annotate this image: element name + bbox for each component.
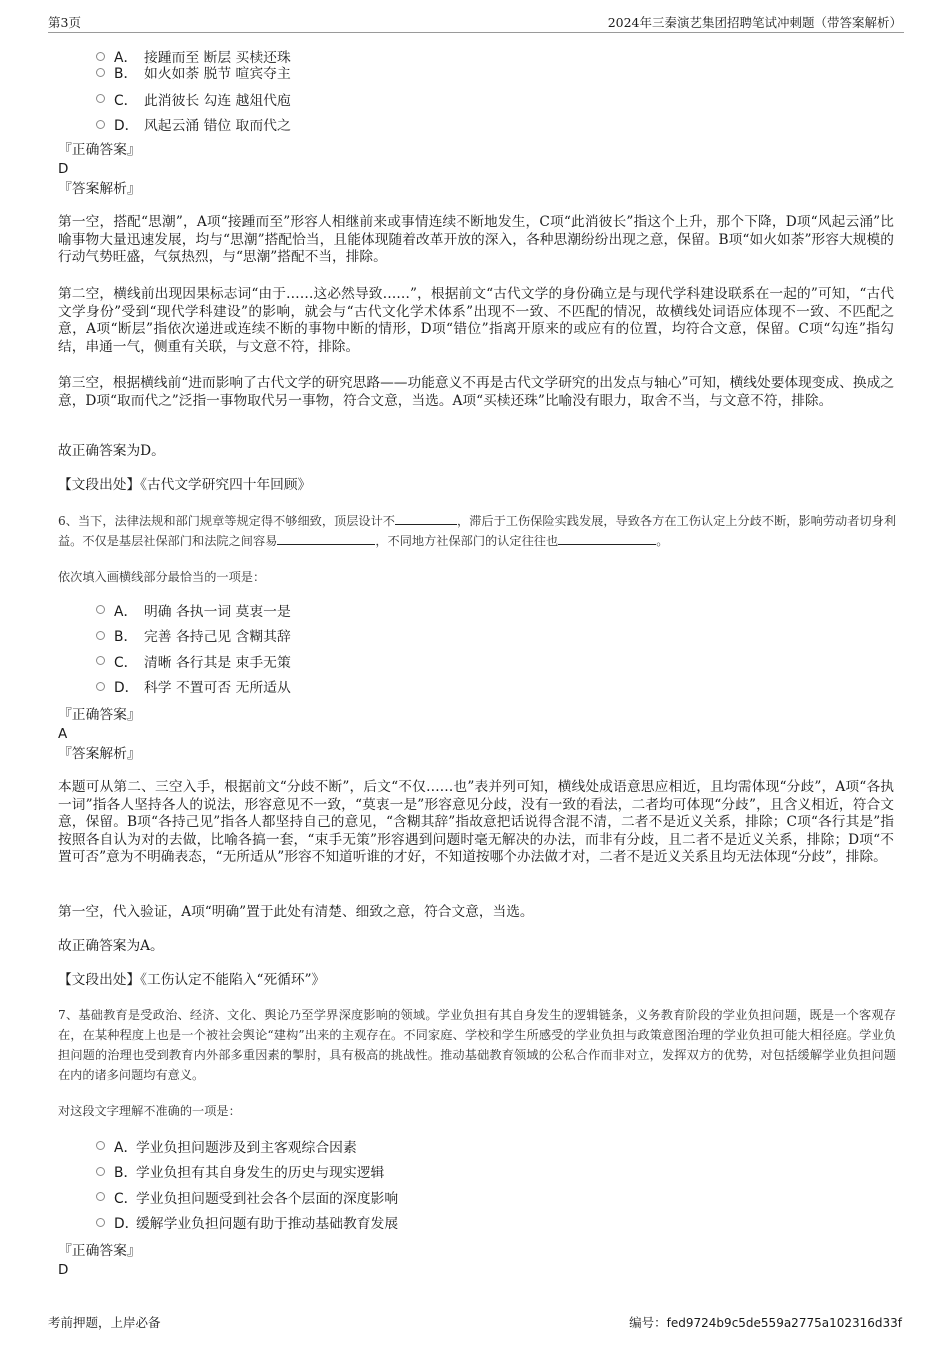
q7-answer: D <box>58 1262 69 1278</box>
q6-option-b[interactable]: B． 完善 各持己见 含糊其辞 <box>96 623 291 649</box>
q5-conclusion: 故正确答案为D。 <box>58 443 165 459</box>
q5-option-c[interactable]: C． 此消彼长 勾连 越俎代庖 <box>96 86 291 112</box>
q6-option-c[interactable]: C． 清晰 各行其是 束手无策 <box>96 648 291 674</box>
q7-option-c[interactable]: C． 学业负担问题受到社会各个层面的深度影响 <box>96 1184 398 1210</box>
blank-2 <box>277 532 375 545</box>
q7-stem: 7、基础教育是受政治、经济、文化、舆论乃至学界深度影响的领域。学业负担有其自身发生的逻辑链条，义务教育阶段的学业负担问题，既是一个客观存在，在某种程度上也是一个被社会舆论“建构”出来的主观存在。不同家庭、学校和学生所感受的学业负担与政策意图治理的学业负担可能大相径庭。学业负担问题的治理也受到教育内外部多重因素的掣肘，具有极高的挑战性。推动基础教育领域的公私合作而非对立，发挥双方的优势，对包括缓解学业负担问题在内的诸多问题均有意义。 <box>58 1008 896 1082</box>
q5-analysis-p1: 第一空，搭配“思潮”，A项“接踵而至”形容人相继前来或事情连续不断地发生，C项“此消彼长”指这个上升，那个下降，D项“风起云涌”比喻事物大量迅速发展，均与“思潮”搭配恰当，且能体现随着改革开放的深入，各种思潮纷纷出现之意，保留。B项“如火如荼”形容大规模的行动气势旺盛，气氛热烈，与“思潮”搭配不当，排除。 <box>58 214 894 265</box>
q6-options <box>96 597 291 699</box>
header-divider <box>48 32 904 33</box>
q7-option-d[interactable]: D． 缓解学业负担问题有助于推动基础教育发展 <box>96 1210 398 1236</box>
q5-analysis-p3: 第三空，根据横线前“进而影响了古代文学的研究思路——功能意义不再是古代文学研究的出发点与轴心”可知，横线处要体现变成、换成之意，D项“取而代之”泛指一事物取代另一事物，符合文意，当选。A项“买椟还珠”比喻没有眼力，取舍不当，与文意不符，排除。 <box>58 375 894 409</box>
q5-analysis-p2: 第二空，横线前出现因果标志词“由于……这必然导致……”，根据前文“古代文学的身份确立是与现代学科建设联系在一起的”可知，“古代文学身份”受到“现代学科建设”的影响，就会与“古代文化学术体系”出现不一致、不匹配的情况，故横线处词语应体现不一致、不匹配之意，A项“断层”指依次递进或连续不断的事物中断的情形，D项“错位”指离开原来的或应有的位置，均符合文意，保留。C项“勾连”指勾结，串通一气，侧重有关联，与文意不符，排除。 <box>58 286 894 355</box>
q5-option-d[interactable]: D． 风起云涌 错位 取而代之 <box>96 112 291 138</box>
q6-conclusion: 故正确答案为A。 <box>58 938 164 954</box>
q6-analysis-p2: 第一空，代入验证，A项“明确”置于此处有清楚、细致之意，符合文意，当选。 <box>58 904 534 920</box>
radio-icon[interactable] <box>96 1141 105 1150</box>
q6-option-d[interactable]: D． 科学 不置可否 无所适从 <box>96 674 291 700</box>
radio-icon[interactable] <box>96 94 105 103</box>
q5-option-a[interactable]: A． 接踵而至 断层 买椟还珠 <box>96 47 291 65</box>
radio-icon[interactable] <box>96 52 105 61</box>
q7-option-b[interactable]: B． 学业负担有其自身发生的历史与现实逻辑 <box>96 1159 398 1185</box>
q6-stem: 6、当下，法律法规和部门规章等规定得不够细致，顶层设计不 ，滞后于工伤保险实践发展，导致各方在工伤认定上分歧不断，影响劳动者切身利益。不仅是基层社保部门和法院之间容易 ，不同地方社保部门的认定往往也 。 <box>58 514 897 548</box>
q5-answer: D <box>58 161 69 177</box>
q5-analysis-label: 『答案解析』 <box>58 181 141 197</box>
radio-icon[interactable] <box>96 68 105 77</box>
q5-options <box>96 47 291 137</box>
page-number: 第3页 <box>48 15 81 30</box>
q7-answer-label: 『正确答案』 <box>58 1243 141 1259</box>
radio-icon[interactable] <box>96 1218 105 1227</box>
document-title: 2024年三秦演艺集团招聘笔试冲刺题（带答案解析） <box>607 15 902 30</box>
q6-option-a[interactable]: A． 明确 各执一词 莫衷一是 <box>96 597 291 623</box>
blank-1 <box>395 512 457 525</box>
q7-instruction: 对这段文字理解不准确的一项是： <box>58 1104 241 1118</box>
q6-source: 【文段出处】《工伤认定不能陷入“死循环”》 <box>58 972 326 988</box>
q7-options <box>96 1133 398 1235</box>
q6-analysis-label: 『答案解析』 <box>58 746 141 762</box>
q6-answer-label: 『正确答案』 <box>58 707 141 723</box>
footer-slogan: 考前押题，上岸必备 <box>48 1315 161 1330</box>
q7-option-a[interactable]: A． 学业负担问题涉及到主客观综合因素 <box>96 1133 398 1159</box>
document-code: 编号：fed9724b9c5de559a2775a102316d33f <box>629 1315 902 1330</box>
radio-icon[interactable] <box>96 656 105 665</box>
radio-icon[interactable] <box>96 1167 105 1176</box>
q6-analysis-p1: 本题可从第二、三空入手，根据前文“分歧不断”，后文“不仅……也”表并列可知，横线处成语意思应相近，且均需体现“分歧”，A项“各执一词”指各人坚持各人的说法，形容意见不一致，“莫衷一是”形容意见分歧，没有一致的看法，二者均可体现“分歧”，且含义相近，符合文意，保留。B项“各持己见”指各人都坚持自己的意见，“含糊其辞”指故意把话说得含混不清，二者不是近义关系，排除；C项“各行其是”指按照各自认为对的去做，比喻各搞一套，“束手无策”形容遇到问题时毫无解决的办法，而非有分歧，且二者不是近义关系，排除；D项“不置可否”意为不明确表态，“无所适从”形容不知道听谁的才好，不知道按哪个办法做才对，二者不是近义关系且均无法体现“分歧”，排除。 <box>58 779 894 865</box>
page-header <box>48 13 902 33</box>
blank-3 <box>558 532 656 545</box>
radio-icon[interactable] <box>96 682 105 691</box>
radio-icon[interactable] <box>96 120 105 129</box>
q5-option-b[interactable]: B． 如火如荼 脱节 喧宾夺主 <box>96 65 291 79</box>
radio-icon[interactable] <box>96 605 105 614</box>
q6-answer: A <box>58 726 68 742</box>
radio-icon[interactable] <box>96 1192 105 1201</box>
q5-answer-label: 『正确答案』 <box>58 142 141 158</box>
q5-source: 【文段出处】《古代文学研究四十年回顾》 <box>58 477 312 493</box>
q6-instruction: 依次填入画横线部分最恰当的一项是： <box>58 570 266 584</box>
radio-icon[interactable] <box>96 631 105 640</box>
